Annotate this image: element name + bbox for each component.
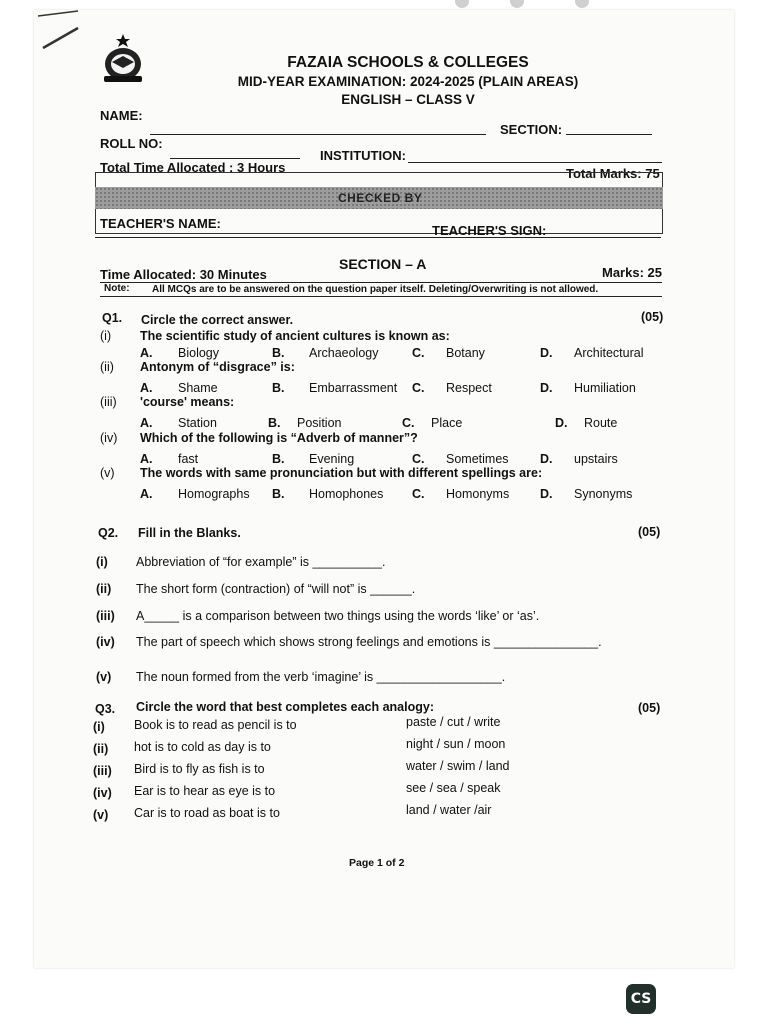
q2-item-text: The part of speech which shows strong feelings and emotions is _______________. [136, 635, 602, 649]
institution-field[interactable] [408, 162, 662, 163]
q2-item-number: (iii) [96, 609, 115, 623]
option-letter: A. [140, 487, 153, 501]
teacher-sign-label: TEACHER'S SIGN: [432, 223, 547, 238]
q2-item-number: (iv) [96, 635, 115, 649]
section-label: SECTION: [500, 122, 563, 137]
option-letter: D. [540, 346, 553, 360]
option-letter: C. [402, 416, 415, 430]
total-time: Total Time Allocated : 3 Hours [100, 160, 286, 175]
q3-item-choices: night / sun / moon [406, 737, 506, 751]
q1-item-number: (v) [100, 466, 115, 480]
q3-item-text: hot is to cold as day is to [134, 740, 271, 754]
camscanner-badge-icon: CS [626, 984, 656, 1014]
exam-title: MID-YEAR EXAMINATION: 2024-2025 (PLAIN AREAS) [237, 74, 579, 89]
option-letter: A. [140, 452, 153, 466]
option-letter: C. [412, 452, 425, 466]
school-crest-icon [100, 32, 146, 84]
q3-item-number: (i) [93, 720, 105, 734]
option-b-text: Embarrassment [309, 381, 398, 395]
roll-label: ROLL NO: [100, 136, 163, 151]
name-field[interactable] [150, 134, 486, 135]
q2-number: Q2. [98, 526, 119, 540]
divider [100, 296, 662, 297]
q3-number: Q3. [95, 702, 116, 716]
q3-item-text: Car is to road as boat is to [134, 806, 280, 820]
option-letter: A. [140, 381, 153, 395]
note-label: Note: [104, 283, 130, 294]
option-d-text: Synonyms [574, 487, 633, 501]
option-letter: B. [268, 416, 281, 430]
q3-item-text: Book is to read as pencil is to [134, 718, 297, 732]
option-c-text: Place [431, 416, 463, 430]
note-text: All MCQs are to be answered on the question paper itself. Deleting/Overwriting is not allowed. [152, 284, 599, 295]
section-a-time: Time Allocated: 30 Minutes [100, 267, 267, 282]
pen-mark-icon [38, 8, 88, 58]
option-letter: B. [272, 487, 285, 501]
option-b-text: Position [297, 416, 342, 430]
option-b-text: Homophones [309, 487, 384, 501]
option-letter: B. [272, 452, 285, 466]
q3-item-choices: see / sea / speak [406, 781, 501, 795]
divider [95, 237, 661, 238]
option-letter: D. [555, 416, 568, 430]
option-a-text: Station [178, 416, 217, 430]
checked-by-label: CHECKED BY [338, 191, 423, 205]
q3-item-number: (v) [93, 808, 109, 822]
q1-item-number: (i) [100, 329, 112, 343]
q2-item-number: (v) [96, 670, 112, 684]
section-a-title: SECTION – A [339, 256, 427, 272]
q2-item-number: (i) [96, 555, 108, 569]
section-a-marks: Marks: 25 [602, 265, 662, 280]
q2-item-number: (ii) [96, 582, 112, 596]
option-letter: A. [140, 416, 153, 430]
option-letter: C. [412, 346, 425, 360]
option-c-text: Homonyms [446, 487, 510, 501]
option-letter: D. [540, 381, 553, 395]
q1-question-text: 'course' means: [140, 395, 235, 409]
q2-marks: (05) [638, 525, 661, 539]
teacher-name-label: TEACHER'S NAME: [100, 216, 221, 231]
q1-item-number: (ii) [100, 360, 114, 374]
q3-item-text: Ear is to hear as eye is to [134, 784, 276, 798]
q1-marks: (05) [641, 310, 664, 324]
option-letter: C. [412, 381, 425, 395]
q3-item-choices: land / water /air [406, 803, 492, 817]
option-a-text: fast [178, 452, 199, 466]
q1-question-text: The words with same pronunciation but with different spellings are: [140, 466, 543, 480]
q1-number: Q1. [102, 311, 123, 325]
option-b-text: Evening [309, 452, 355, 466]
divider [100, 282, 662, 283]
option-letter: C. [412, 487, 425, 501]
q1-title: Circle the correct answer. [141, 313, 294, 327]
q1-question-text: The scientific study of ancient cultures is known as: [140, 329, 450, 343]
option-c-text: Botany [446, 346, 485, 360]
punch-hole [575, 0, 589, 8]
q2-item-text: The short form (contraction) of “will not” is ______. [136, 582, 416, 596]
institution-label: INSTITUTION: [320, 148, 406, 163]
page-number: Page 1 of 2 [349, 857, 405, 869]
q3-item-number: (ii) [93, 742, 109, 756]
q3-title: Circle the word that best completes each analogy: [136, 700, 434, 714]
q3-item-number: (iv) [93, 786, 112, 800]
q1-question-text: Antonym of “disgrace” is: [140, 360, 295, 374]
option-letter: D. [540, 452, 553, 466]
punch-hole [510, 0, 524, 8]
school-name: FAZAIA SCHOOLS & COLLEGES [287, 54, 529, 71]
option-c-text: Sometimes [446, 452, 509, 466]
option-a-text: Homographs [178, 487, 250, 501]
q3-item-choices: water / swim / land [406, 759, 510, 773]
option-b-text: Archaeology [309, 346, 379, 360]
q3-item-choices: paste / cut / write [406, 715, 501, 729]
option-letter: B. [272, 346, 285, 360]
option-letter: B. [272, 381, 285, 395]
option-c-text: Respect [446, 381, 492, 395]
punch-hole [455, 0, 469, 8]
option-d-text: Route [584, 416, 618, 430]
q1-item-number: (iii) [100, 395, 117, 409]
q3-item-text: Bird is to fly as fish is to [134, 762, 265, 776]
option-d-text: Architectural [574, 346, 644, 360]
option-a-text: Biology [178, 346, 219, 360]
option-letter: D. [540, 487, 553, 501]
option-a-text: Shame [178, 381, 218, 395]
option-d-text: Humiliation [574, 381, 636, 395]
q2-item-text: The noun formed from the verb ‘imagine’ is __________________. [136, 670, 506, 684]
q2-item-text: Abbreviation of “for example” is __________. [136, 555, 386, 569]
name-label: NAME: [100, 108, 143, 123]
q3-item-number: (iii) [93, 764, 112, 778]
q3-marks: (05) [638, 701, 661, 715]
subject-title: ENGLISH – CLASS V [341, 92, 475, 107]
q1-item-number: (iv) [100, 431, 118, 445]
q2-title: Fill in the Blanks. [138, 526, 241, 540]
roll-field[interactable] [170, 158, 300, 159]
section-field[interactable] [566, 134, 652, 135]
q1-question-text: Which of the following is “Adverb of manner”? [140, 431, 418, 445]
total-marks: Total Marks: 75 [566, 166, 660, 181]
option-letter: A. [140, 346, 153, 360]
option-d-text: upstairs [574, 452, 618, 466]
q2-item-text: A_____ is a comparison between two things using the words ‘like’ or ‘as’. [136, 609, 540, 623]
